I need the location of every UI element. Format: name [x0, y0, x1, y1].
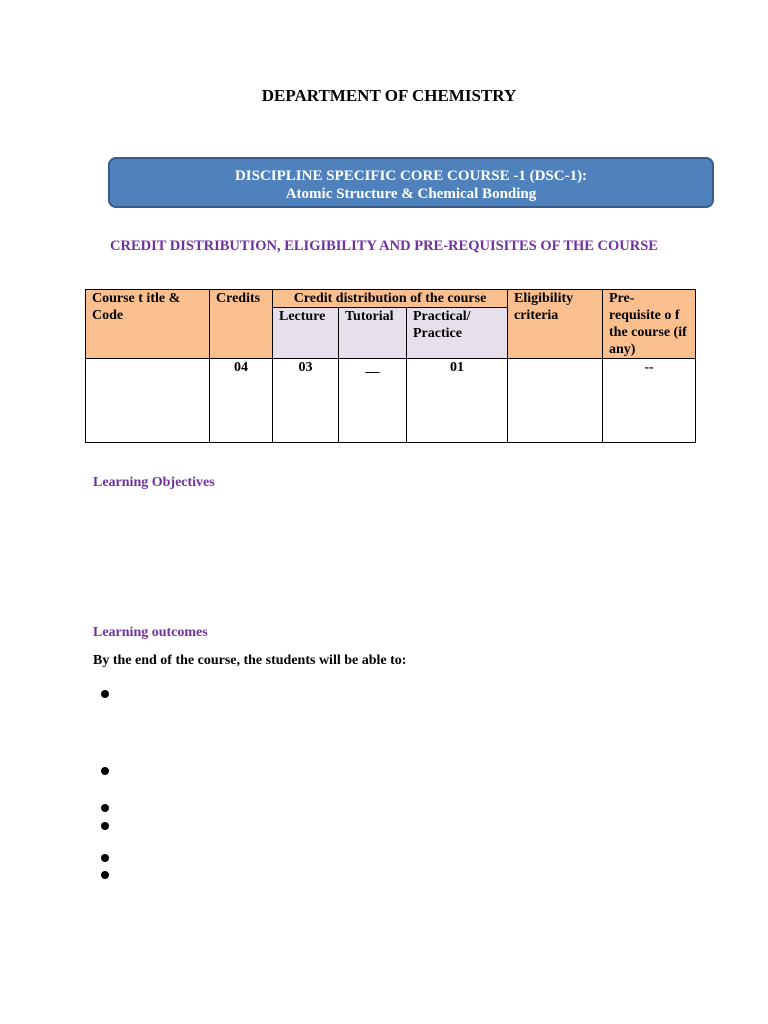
header-lecture: Lecture — [273, 308, 339, 359]
bullet-point — [101, 690, 109, 698]
learning-outcomes-heading: Learning outcomes — [93, 625, 208, 640]
header-credit-distribution: Credit distribution of the course — [273, 290, 508, 308]
header-prerequisite: Pre- requisite o f the course (if any) — [603, 290, 696, 359]
learning-objectives-heading: Learning Objectives — [93, 475, 215, 490]
bullet-point — [101, 767, 109, 775]
bullet-point — [101, 854, 109, 862]
credit-distribution-heading: CREDIT DISTRIBUTION, ELIGIBILITY AND PRE-REQUISITES OF THE COURSE — [110, 238, 658, 254]
cell-prerequisite: -- — [603, 359, 696, 443]
cell-course-title — [86, 359, 210, 443]
credit-table — [85, 289, 696, 443]
table-row — [86, 359, 696, 443]
cell-eligibility — [508, 359, 603, 443]
outcomes-intro: By the end of the course, the students will be able to: — [93, 653, 407, 668]
table-header-row — [86, 290, 696, 308]
header-tutorial: Tutorial — [339, 308, 407, 359]
banner-course-title: Atomic Structure & Chemical Bonding — [285, 186, 537, 202]
cell-credits: 04 — [210, 359, 273, 443]
header-practical: Practical/ Practice — [407, 308, 508, 359]
header-eligibility: Eligibility criteria — [508, 290, 603, 359]
bullet-point — [101, 871, 109, 879]
cell-lecture: 03 — [273, 359, 339, 443]
cell-practical: 01 — [407, 359, 508, 443]
header-course-title: Course t itle & Code — [86, 290, 210, 359]
course-banner — [108, 157, 714, 208]
bullet-point — [101, 822, 109, 830]
cell-tutorial: __ — [339, 359, 407, 443]
department-title: DEPARTMENT OF CHEMISTRY — [261, 86, 517, 105]
bullet-point — [101, 804, 109, 812]
banner-course-code: DISCIPLINE SPECIFIC CORE COURSE -1 (DSC-1): — [234, 168, 588, 184]
header-credits: Credits — [210, 290, 273, 359]
